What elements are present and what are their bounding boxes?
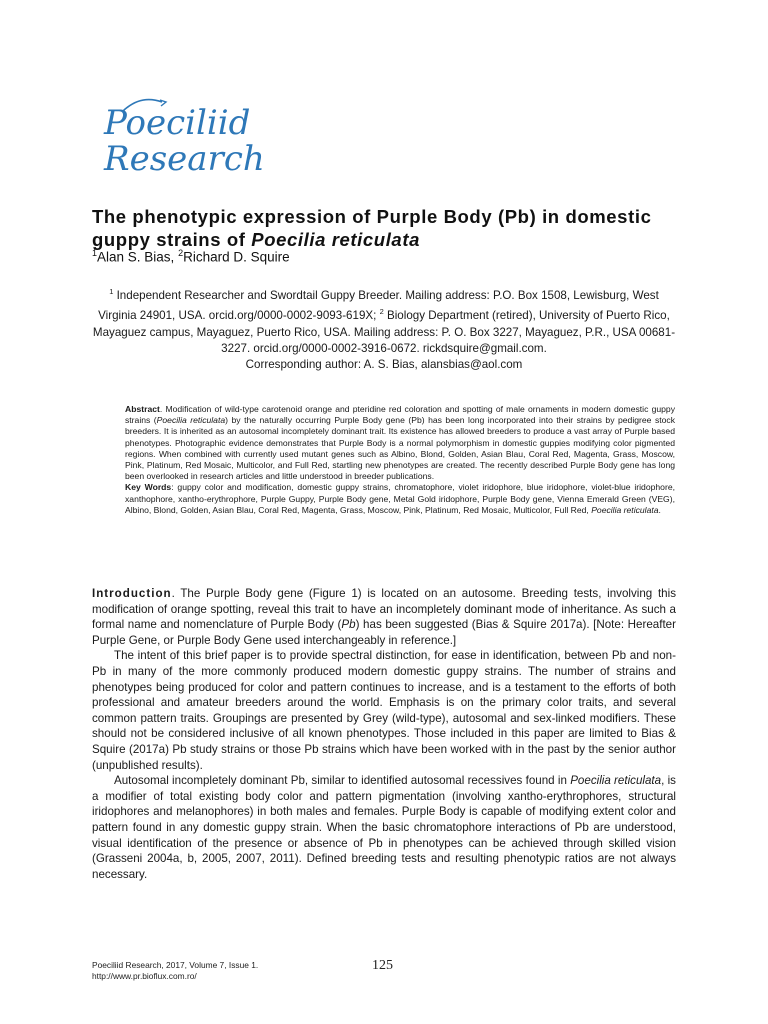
corresponding-author: Corresponding author: A. S. Bias, alansbias@aol.com	[245, 358, 523, 372]
journal-logo	[100, 92, 300, 180]
logo-line-2: Research	[104, 139, 265, 179]
main-body	[92, 586, 676, 882]
footer-journal: Poeciliid Research, 2017, Volume 7, Issue 1.	[92, 960, 259, 970]
paragraph-intent: The intent of this brief paper is to provide spectral distinction, for ease in identification, between Pb and non-Pb in many of the more commonly produced modern domestic guppy strains. The number of strains and phenotypes being produced for color and pattern continues to increase, and is a testament to the efforts of both professional and amateur breeders around the world. Emphasis is on the primary color traits, and several common pattern traits. Groupings are presented by Grey (wild-type), autosomal and sex-linked modifiers. These should not be considered inclusive of all known phenotypes. Those included in this paper are limited to Bias & Squire (2017a) Pb study strains or those Pb strains which have been worked with in the past by the senior author (unpublished results).	[92, 649, 676, 772]
paragraph-autosomal: Autosomal incompletely dominant Pb, similar to identified autosomal recessives found in Poecilia reticulata, is a modifier of total existing body color and pattern pigmentation (involving xantho-erythrophores, structural iridophores and melanophores) in both males and females. Purple Body is capable of modifying extent color and pattern found in any domestic guppy strain. When the basic chromatophore interactions of Pb are understood, visual identification of the presence or absence of Pb in phenotypes can be achieved through skilled vision (Grasseni 2004a, b, 2005, 2007, 2011). Defined breeding tests and resulting phenotypic ratios are not always necessary.	[92, 774, 676, 881]
key-words: Key Words: guppy color and modification, domestic guppy strains, chromatophore, violet iridophore, blue iridophore, violet-blue iridophore, xanthophore, xantho-erythrophore, Purple Guppy, Purple Body gene, Metal Gold iridophore, Purple Body gene, Vienna Emerald Green (VEG), Albino, Blond, Golden, Asian Blau, Coral Red, Magenta, Grass, Moscow, Pink, Platinum, Red Mosaic, Multicolor, Full Red, Poecilia reticulata.	[125, 482, 675, 515]
abstract-text: Abstract. Modification of wild-type carotenoid orange and pteridine red coloration and spotting of male ornaments in modern domestic guppy strains (Poecilia reticulata) by the naturally occurring Purple Body gene (Pb) has been long incorporated into their strains by pedigree stock breeders. It is inherited as an autosomal incompletely dominant trait. Its existence has allowed breeders to produce a vast array of Purple based phenotypes. Photographic evidence demonstrates that Purple Body is a normal polymorphism in domestic guppies modifying color pigmented regions. When combined with currently used mutant genes such as Albino, Blond, Golden, Asian Blau, Coral Red, Magenta, Grass, Moscow, Pink, Platinum, Red Mosaic, Multicolor, and Full Red, startling new phenotypes are created. The recently described Purple Body gene has long been overlooked in research articles and little understood in breeder publications.	[125, 404, 675, 482]
affiliations: $^1$ Independent Researcher and Swordtail Guppy Breeder. Mailing address: P.O. Box 1508, Lewisburg, West Virginia 24901, USA. orcid.org/0000-0002-9093-619X; $^2$ Biology Department (retired), University of Puerto Rico, Mayaguez campus, Mayaguez, Puerto Rico, USA. Mailing address: P. O. Box 3227, Mayaguez, P.R., USA 00681-3227. orcid.org/0000-0002-3916-0672. rickdsquire@gmail.com. Corresponding author: A. S. Bias, alansbias@aol.com	[92, 287, 676, 372]
logo-line-1: Poeciliid	[104, 103, 251, 143]
paper-title: The phenotypic expression of Purple Body (Pb) in domestic guppy strains of Poecilia reticulata	[92, 206, 652, 250]
abstract-block	[125, 404, 675, 516]
poeciliid-research-logo-icon	[100, 92, 300, 180]
footer-url[interactable]: http://www.pr.bioflux.com.ro/	[92, 971, 197, 981]
author-list: $^1$Alan S. Bias, $^2$Richard D. Squire	[92, 248, 290, 265]
paragraph-introduction: Introduction. The Purple Body gene (Figure 1) is located on an autosome. Breeding tests, involving this modification of orange spotting, reveal this trait to have an incompletely dominant mode of inheritance. As such a formal name and nomenclature of Purple Body (Pb) has been suggested (Bias & Squire 2017a). [Note: Hereafter Purple Gene, or Purple Body Gene used interchangeably in reference.]	[92, 587, 676, 647]
page-number: 125	[372, 958, 393, 973]
footer-citation	[92, 960, 258, 982]
